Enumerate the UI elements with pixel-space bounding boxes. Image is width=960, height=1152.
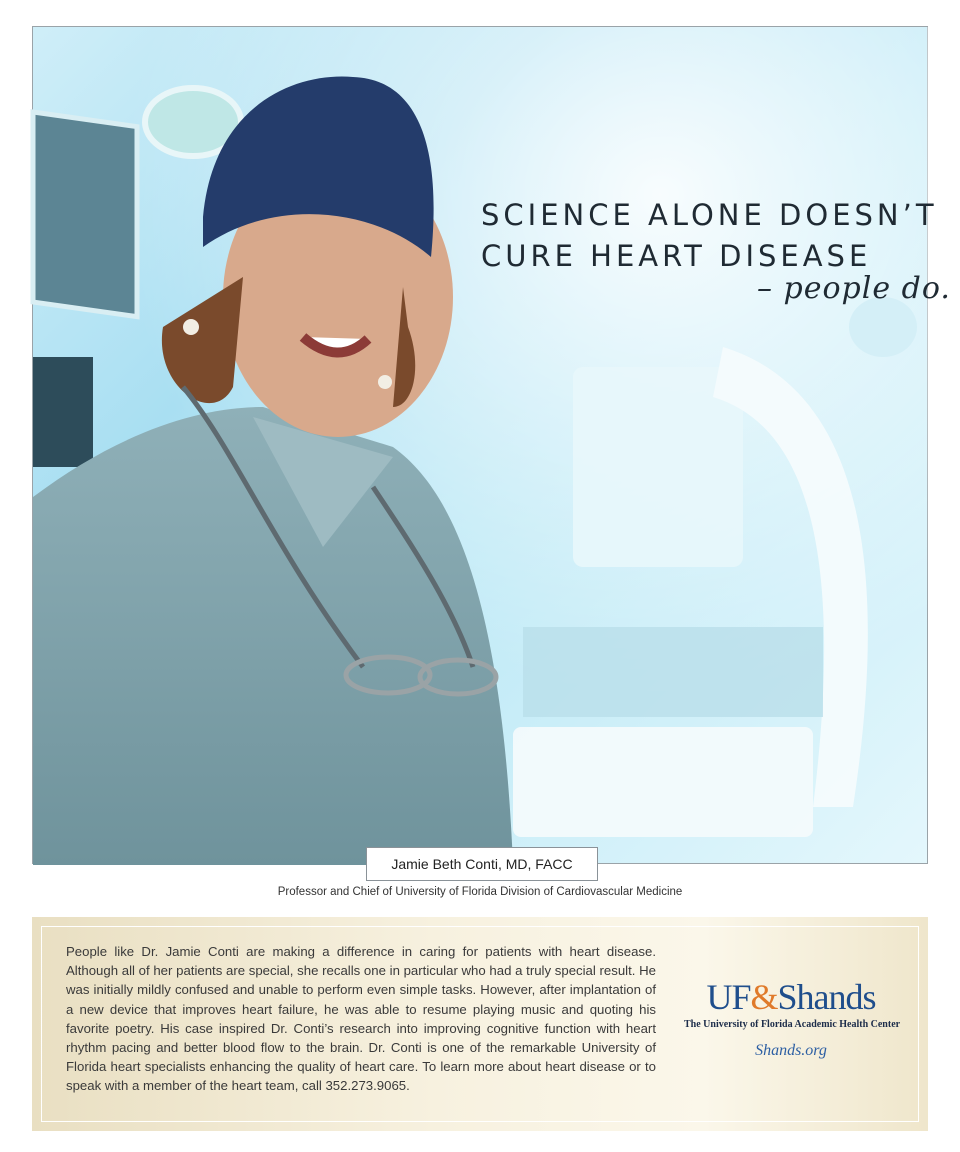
hero-photo [32, 26, 951, 864]
website-link[interactable]: Shands.org [755, 1042, 827, 1059]
headline [481, 195, 938, 277]
tagline: – people do. [757, 271, 951, 306]
operating-room-illustration [33, 27, 938, 865]
logo-shands: Shands [777, 977, 876, 1017]
doctor-credential: Professor and Chief of University of Florida Division of Cardiovascular Medicine [277, 886, 683, 898]
uf-shands-logo [684, 977, 901, 1060]
body-copy: People like Dr. Jamie Conti are making a difference in caring for patients with heart disease. Although all of her patients are special, she recalls one in particular who had a truly special result. He was initially mildly confused and unable to perform even simple tasks. However, after implantation of a new device that improves heart failure, he was able to resume playing music and quoting his favorite poetry. His case inspired Dr. Conti’s research into improving cognitive function with heart rhythm pacing and better blood flow to the brain. Dr. Conti is one of the remarkable University of Florida heart specialists enhancing the quality of heart care. To learn more about heart disease or to speak with a member of the heart team, call 352.273.9065. [66, 944, 656, 1094]
doctor-name-label: Jamie Beth Conti, MD, FACC [366, 847, 598, 881]
headline-line-1: SCIENCE ALONE DOESN’T [481, 198, 938, 232]
logo-uf: UF [706, 977, 751, 1017]
headline-line-2: CURE HEART DISEASE [481, 239, 872, 273]
logo-wordmark [684, 977, 898, 1017]
logo-subtitle: The University of Florida Academic Health Center [684, 1019, 901, 1030]
logo-ampersand: & [750, 977, 778, 1017]
info-panel [32, 917, 928, 1131]
